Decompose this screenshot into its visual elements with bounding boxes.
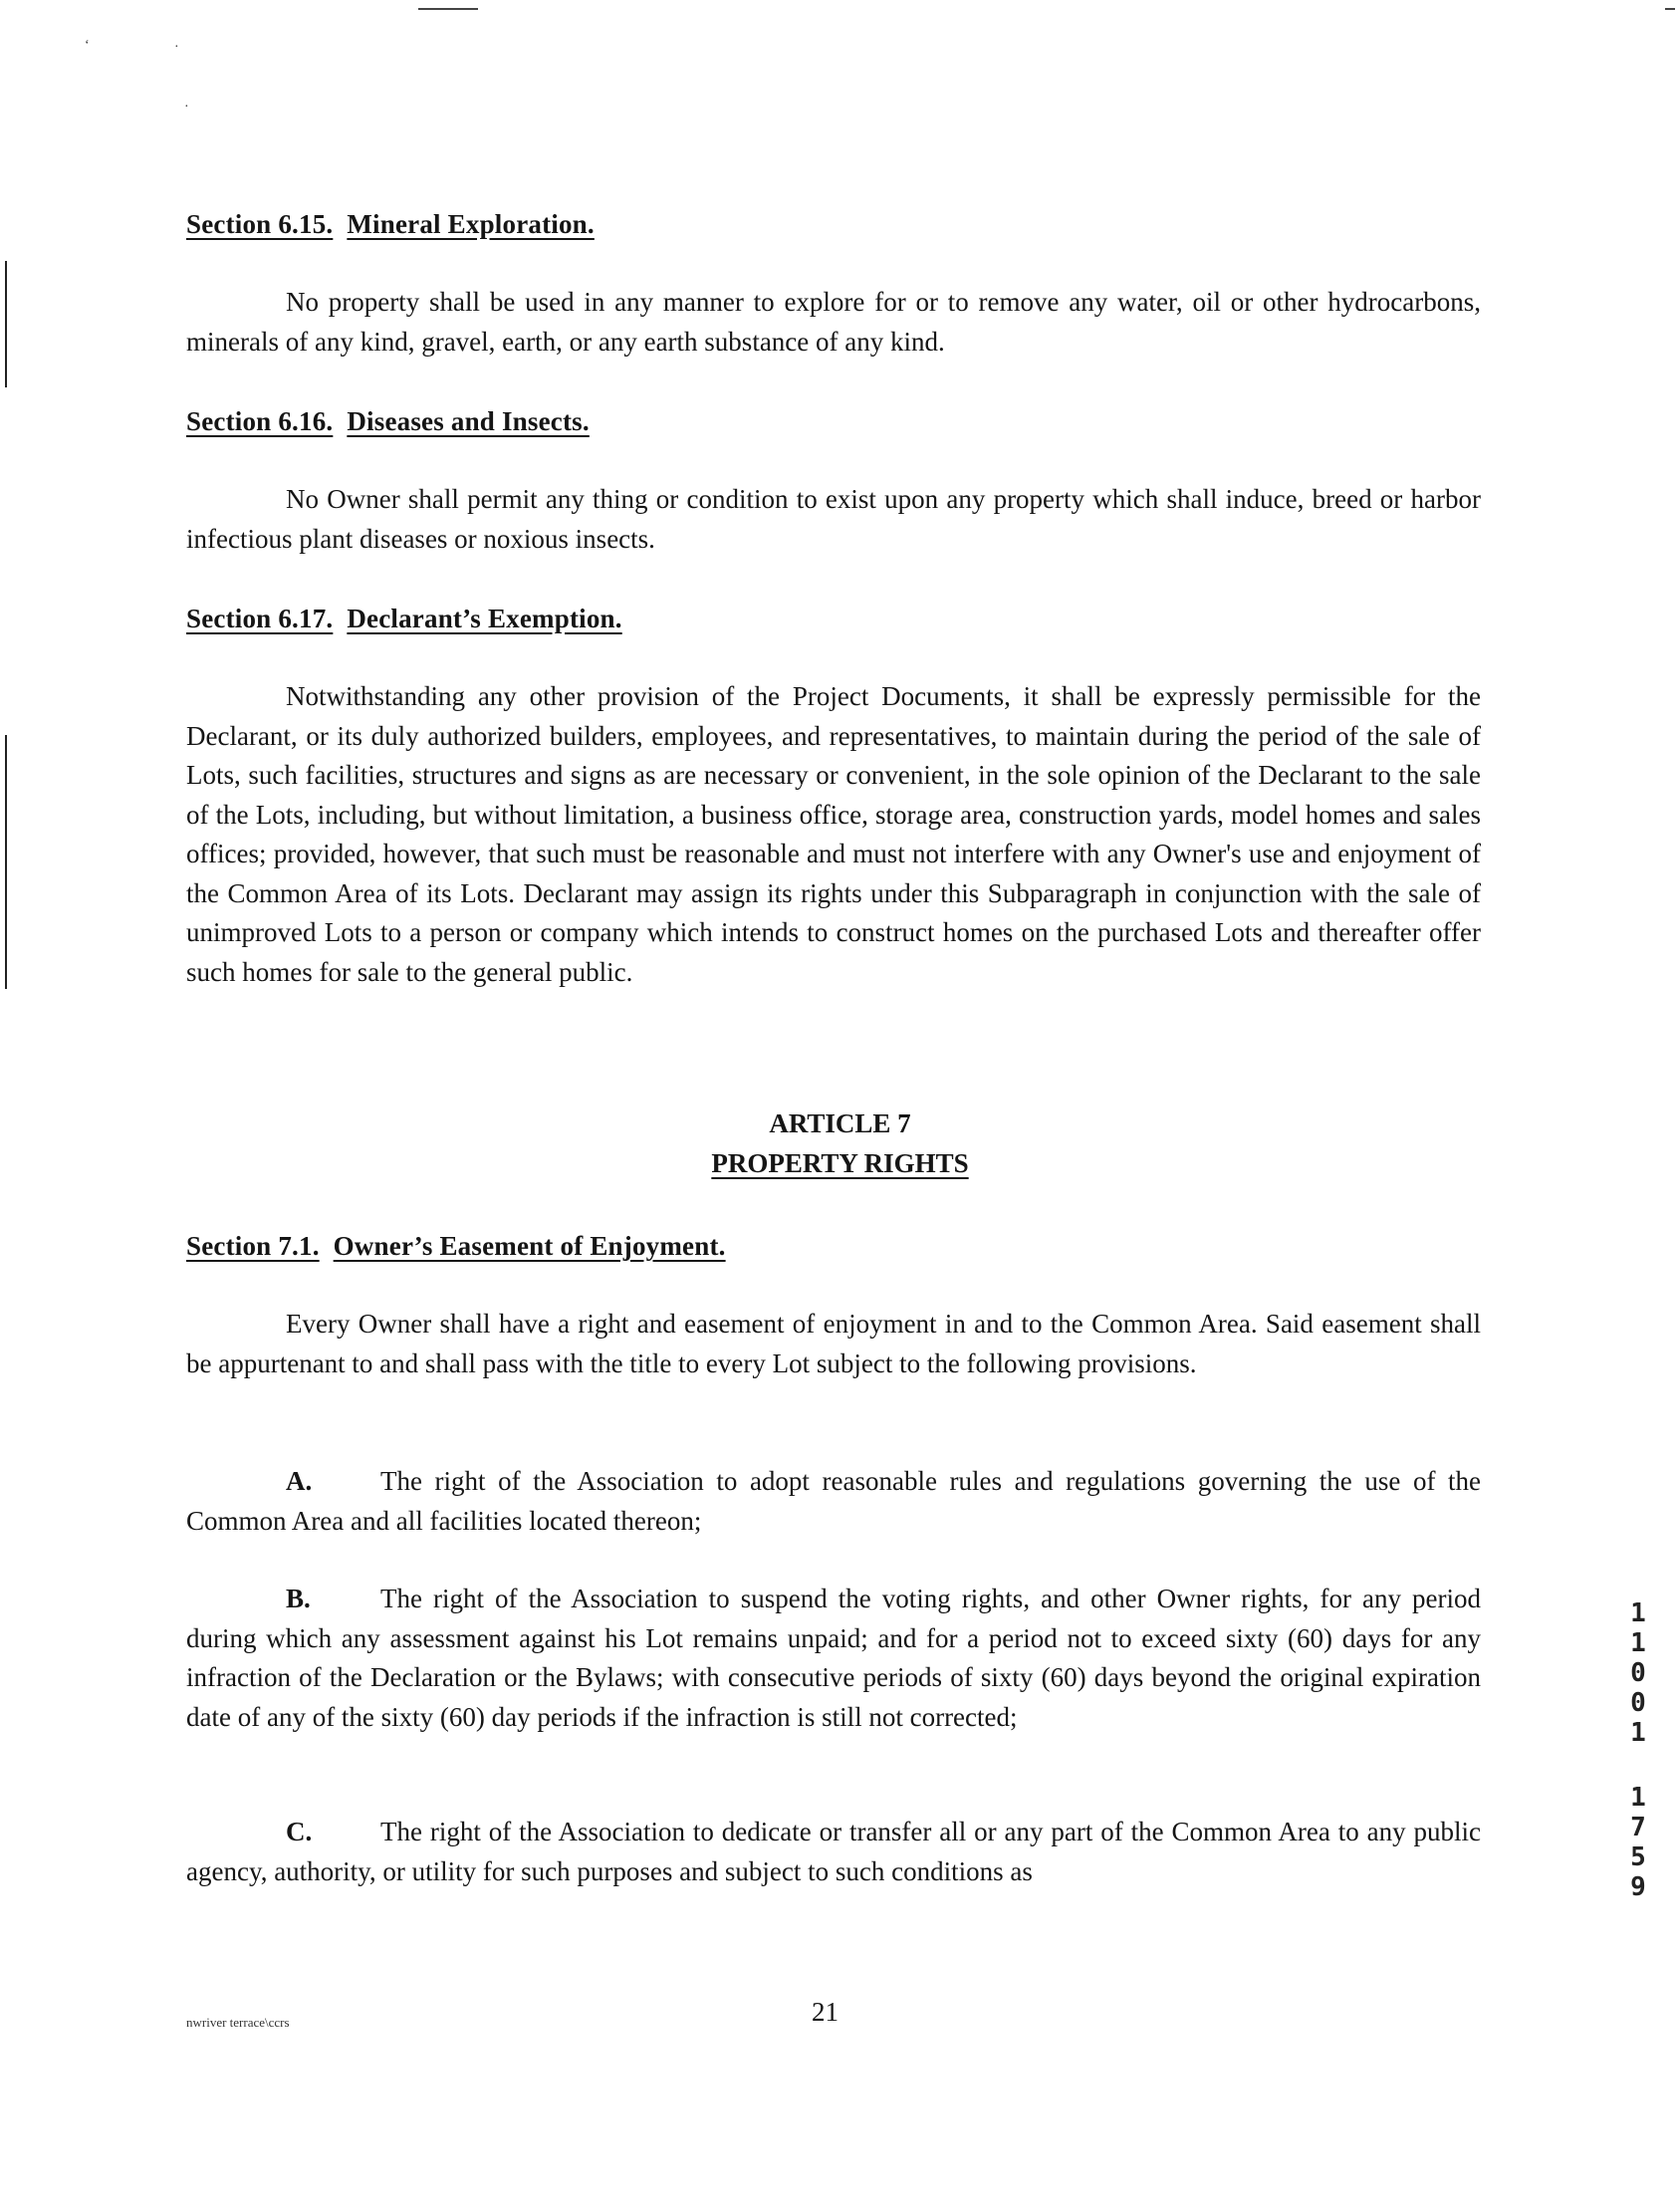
article-number: ARTICLE 7 (769, 1108, 911, 1138)
item-text: The right of the Association to suspend the voting rights, and other Owner rights, for any period during which any assessment against his Lot remains unpaid; and for a period not to exceed sixty (60) days for any infraction of the Declaration or the Bylaws; with consecutive periods of sixty (60) days beyond the original expiration date of any of the sixty (60) day periods if the infraction is still not corrected; (186, 1584, 1481, 1732)
section-title: Mineral Exploration. (347, 209, 595, 239)
section-body-6-16 (186, 480, 1481, 559)
scan-artifact-corner (1665, 8, 1675, 10)
revision-bar (5, 735, 7, 989)
section-number: Section 6.16. (186, 406, 334, 436)
scan-speck: · (174, 40, 179, 55)
item-text: The right of the Association to dedicate or transfer all or any part of the Common Area to any public agency, authority, or utility for such purposes and subject to such conditions as (186, 1817, 1481, 1886)
paragraph-text: Every Owner shall have a right and easement of enjoyment in and to the Common Area. Said easement shall be appurtenant to and shall pass with the title to every Lot subject to the following provisions. (186, 1309, 1481, 1378)
paragraph-text: No Owner shall permit any thing or condition to exist upon any property which shall induce, breed or harbor infectious plant diseases or noxious insects. (186, 484, 1481, 554)
paragraph-text: Notwithstanding any other provision of the Project Documents, it shall be expressly permissible for the Declarant, or its duly authorized builders, employees, and representatives, to maintain during the period of the sale of Lots, such facilities, structures and signs as are necessary or convenient, in the sole opinion of the Declarant to the sale of the Lots, including, but without limitation, a business office, storage area, construction yards, model homes and sales offices; provided, however, that such must be reasonable and must not interfere with any Owner's use and enjoyment of the Common Area of its Lots. Declarant may assign its rights under this Subparagraph in conjunction with the sale of unimproved Lots to a person or company which intends to construct homes on the purchased Lots and thereafter offer such homes for sale to the general public. (186, 681, 1481, 987)
paragraph-text: No property shall be used in any manner to explore for or to remove any water, oil or other hydrocarbons, minerals of any kind, gravel, earth, or any earth substance of any kind. (186, 287, 1481, 357)
section-heading-6-15 (186, 209, 595, 240)
footer-file-reference: nwriver terrace\ccrs (186, 2015, 290, 2030)
item-text: The right of the Association to adopt reasonable rules and regulations governing the use of the Common Area and all facilities located thereon; (186, 1466, 1481, 1536)
section-number: Section 6.15. (186, 209, 334, 239)
recording-stamp-upper: 1 1 0 0 1 (1630, 1598, 1646, 1748)
section-heading-6-17 (186, 604, 622, 634)
scan-speck: · (184, 100, 189, 115)
item-label: C. (286, 1817, 313, 1846)
section-body-7-1 (186, 1305, 1481, 1383)
item-label: B. (286, 1584, 311, 1613)
recording-stamp-lower: 1 7 5 9 (1630, 1783, 1646, 1902)
section-title: Declarant’s Exemption. (347, 604, 622, 633)
scan-speck: ʻ (85, 38, 90, 53)
revision-bar (5, 261, 7, 387)
list-item (186, 1462, 1481, 1541)
list-item (186, 1813, 1481, 1891)
section-number: Section 6.17. (186, 604, 334, 633)
section-heading-7-1 (186, 1231, 726, 1262)
section-number: Section 7.1. (186, 1231, 320, 1261)
list-item (186, 1580, 1481, 1737)
section-heading-6-16 (186, 406, 590, 437)
article-title: PROPERTY RIGHTS (711, 1148, 969, 1178)
section-body-6-17 (186, 677, 1481, 992)
page-number: 21 (812, 1997, 839, 2027)
section-title: Diseases and Insects. (347, 406, 590, 436)
scan-artifact-top-rule (418, 8, 478, 10)
section-body-6-15 (186, 283, 1481, 362)
section-title: Owner’s Easement of Enjoyment. (333, 1231, 726, 1261)
article-heading (0, 1103, 1680, 1183)
item-label: A. (286, 1466, 313, 1496)
